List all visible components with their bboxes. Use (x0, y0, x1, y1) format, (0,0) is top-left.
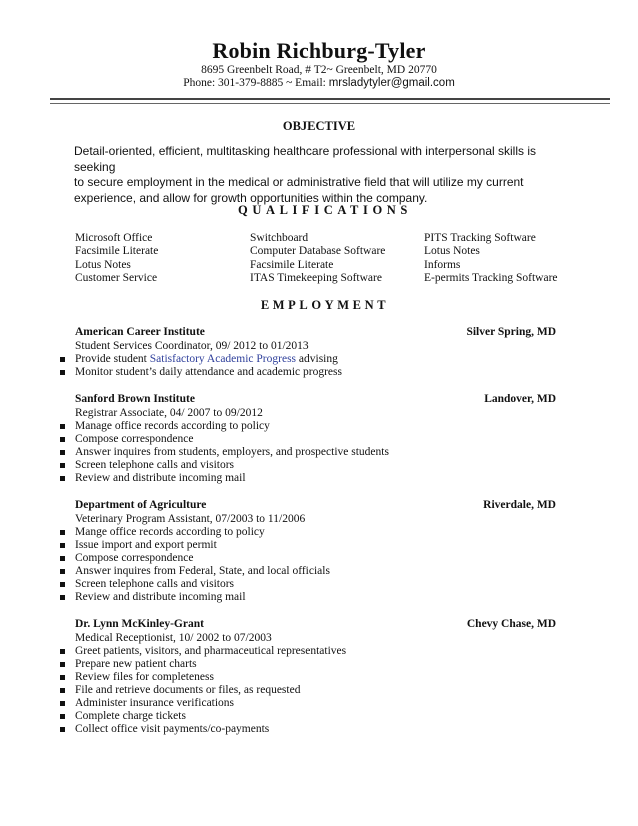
bullet-icon (60, 437, 65, 442)
objective-heading: OBJECTIVE (282, 119, 356, 133)
qualification-item: Facsimile Literate (250, 258, 334, 271)
objective-text (74, 144, 574, 206)
objective-line: to secure employment in the medical or administrative field that will utilize my current (74, 175, 524, 189)
duty-item (58, 645, 558, 658)
duty-text: Screen telephone calls and visitors (75, 578, 235, 590)
duty-item (58, 459, 558, 472)
employment-heading: EMPLOYMENT (260, 298, 390, 312)
bullet-icon (60, 649, 65, 654)
duty-item (58, 684, 558, 697)
qualifications-heading: QUALIFICATIONS (238, 203, 412, 217)
duty-item (58, 539, 558, 552)
qualifications-col-2 (250, 232, 385, 285)
duty-text: Collect office visit payments/co-payments (75, 723, 270, 735)
duty-item (58, 671, 558, 684)
duty-text: Review files for completeness (75, 671, 214, 683)
duty-item (58, 353, 558, 366)
job-header (58, 326, 558, 340)
job-location: Riverdale, MD (483, 499, 556, 511)
employer-name: Department of Agriculture (75, 499, 207, 511)
duty-text: Screen telephone calls and visitors (75, 459, 235, 471)
job-title: Medical Receptionist, 10/ 2002 to 07/2003 (75, 632, 272, 644)
qualification-item: Informs (424, 258, 461, 271)
job-header (58, 618, 558, 632)
qualification-item: Lotus Notes (424, 245, 480, 258)
duty-item (58, 420, 558, 433)
duty-text: Mange office records according to policy (75, 526, 265, 538)
job-title: Registrar Associate, 04/ 2007 to 09/2012 (75, 407, 263, 419)
header-rule-thick (50, 98, 610, 100)
employer-name: Sanford Brown Institute (75, 393, 195, 405)
job-entry (58, 326, 558, 379)
duty-text: Greet patients, visitors, and pharmaceutical representatives (75, 645, 347, 657)
qualification-item: Computer Database Software (250, 245, 386, 258)
bullet-icon (60, 714, 65, 719)
duty-item (58, 446, 558, 459)
bullet-icon (60, 569, 65, 574)
qualification-item: Customer Service (75, 271, 158, 284)
job-header (58, 393, 558, 407)
duty-text: Administer insurance verifications (75, 697, 235, 709)
bullet-icon (60, 662, 65, 667)
duty-item (58, 526, 558, 539)
job-header (58, 499, 558, 513)
job-entry (58, 618, 558, 736)
email-link[interactable]: mrsladytyler@gmail.com (328, 77, 455, 89)
bullet-icon (60, 688, 65, 693)
bullet-icon (60, 463, 65, 468)
duty-text: Review and distribute incoming mail (75, 591, 246, 603)
job-title: Student Services Coordinator, 09/ 2012 to 01/2013 (75, 340, 309, 352)
duty-item (58, 565, 558, 578)
duty-text: Provide student (75, 353, 150, 365)
duty-text: Prepare new patient charts (75, 658, 197, 670)
bullet-icon (60, 595, 65, 600)
employer-name: Dr. Lynn McKinley-Grant (75, 618, 204, 630)
duty-text: Review and distribute incoming mail (75, 472, 246, 484)
resume-name: Robin Richburg-Tyler (212, 38, 426, 63)
duty-item (58, 578, 558, 591)
phone-text: Phone: 301-379-8885 ~ Email: (183, 77, 329, 89)
bullet-icon (60, 530, 65, 535)
qualification-item: Microsoft Office (75, 232, 153, 244)
address-line: 8695 Greenbelt Road, # T2~ Greenbelt, MD 20770 (201, 64, 437, 76)
duty-text: Compose correspondence (75, 552, 194, 564)
qualification-item: E-permits Tracking Software (424, 271, 558, 284)
employer-name: American Career Institute (75, 326, 205, 338)
contact-line (0, 77, 638, 89)
duty-text: Compose correspondence (75, 433, 194, 445)
duty-item (58, 433, 558, 446)
duty-text: Complete charge tickets (75, 710, 186, 722)
duty-text: Monitor student’s daily attendance and academic progress (75, 366, 342, 378)
bullet-icon (60, 543, 65, 548)
bullet-icon (60, 727, 65, 732)
job-entry (58, 393, 558, 485)
bullet-icon (60, 701, 65, 706)
bullet-icon (60, 675, 65, 680)
qualifications-col-3 (424, 232, 558, 285)
bullet-icon (60, 450, 65, 455)
duty-item (58, 658, 558, 671)
duty-item (58, 723, 558, 736)
objective-line: experience, and allow for growth opportunities within the company. (74, 190, 428, 205)
qualification-item: Lotus Notes (75, 258, 131, 271)
bullet-icon (60, 370, 65, 375)
qualification-item: Facsimile Literate (75, 245, 159, 258)
objective-line: Detail-oriented, efficient, multitasking healthcare professional with interpersonal skills is seeking (74, 144, 536, 174)
job-entry (58, 499, 558, 604)
job-location: Landover, MD (484, 393, 556, 405)
duty-text-end: advising (296, 353, 338, 365)
duty-text: Answer inquires from Federal, State, and local officials (75, 565, 330, 577)
job-location: Chevy Chase, MD (466, 618, 556, 630)
qualifications-col-1 (75, 232, 158, 285)
qualification-item: ITAS Timekeeping Software (250, 271, 382, 284)
duty-item (58, 472, 558, 485)
duty-text: Issue import and export permit (75, 539, 217, 551)
duty-item (58, 591, 558, 604)
bullet-icon (60, 582, 65, 587)
job-location: Silver Spring, MD (466, 326, 556, 338)
duty-text: Answer inquires from students, employers, and prospective students (75, 446, 389, 458)
bullet-icon (60, 556, 65, 561)
bullet-icon (60, 424, 65, 429)
header-rule-thin (50, 103, 610, 104)
bullet-icon (60, 357, 65, 362)
bullet-icon (60, 476, 65, 481)
duty-item (58, 710, 558, 723)
duty-item (58, 366, 558, 379)
qualification-item: PITS Tracking Software (424, 232, 536, 244)
job-title: Veterinary Program Assistant, 07/2003 to 11/2006 (75, 513, 306, 525)
qualification-item: Switchboard (250, 232, 309, 244)
duty-item (58, 552, 558, 565)
duty-item (58, 697, 558, 710)
duty-link[interactable]: Satisfactory Academic Progress (149, 353, 297, 365)
duty-text: File and retrieve documents or files, as requested (75, 684, 301, 696)
duty-text: Manage office records according to policy (75, 420, 270, 432)
